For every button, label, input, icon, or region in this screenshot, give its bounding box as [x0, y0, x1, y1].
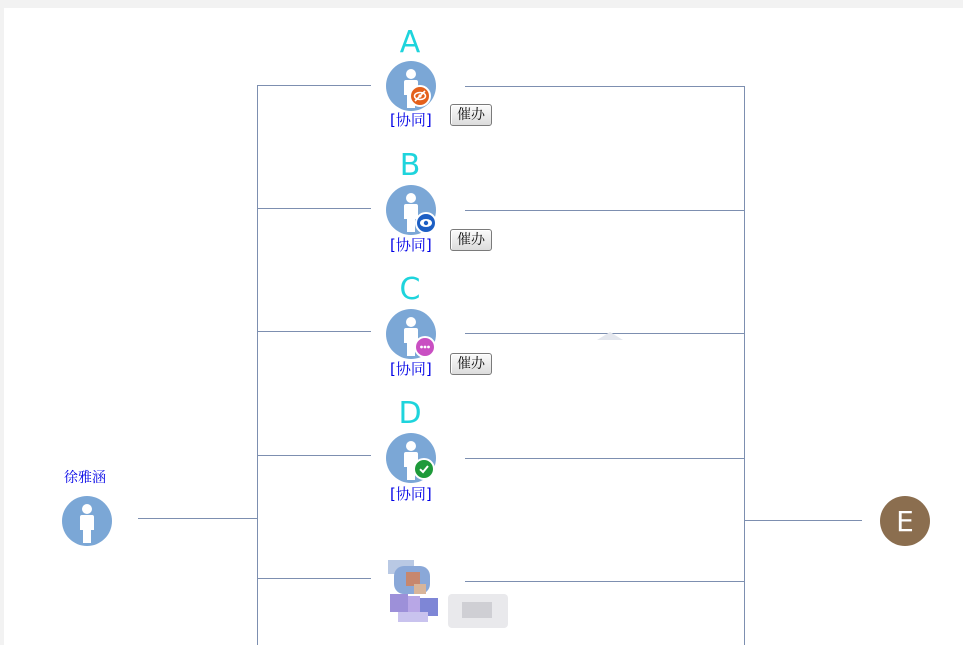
obscured-branch-node	[386, 556, 511, 631]
person-icon	[62, 496, 112, 546]
branch-d-letter: D	[398, 396, 422, 431]
start-node-name[interactable]: 徐雅涵	[64, 470, 106, 486]
branch-d-tag[interactable]: [协同]	[390, 485, 432, 503]
connector-end	[744, 520, 862, 521]
branch-b-urge-button[interactable]: 催办	[450, 229, 492, 251]
connector-d-left	[257, 455, 371, 456]
branch-c-tag[interactable]: [协同]	[390, 360, 432, 378]
connector-c-left	[257, 331, 371, 332]
start-node-avatar[interactable]	[62, 496, 112, 546]
branch-a-tag[interactable]: [协同]	[390, 111, 432, 129]
connector-e-left	[257, 578, 371, 579]
eye-slash-icon	[409, 85, 431, 107]
check-icon	[413, 458, 435, 480]
branch-a-letter: A	[399, 25, 421, 60]
connector-a-right	[465, 86, 745, 87]
eye-icon	[415, 212, 437, 234]
branch-a-urge-button[interactable]: 催办	[450, 104, 492, 126]
more-icon	[414, 336, 436, 358]
branch-c-urge-button[interactable]: 催办	[450, 353, 492, 375]
connector-a-left	[257, 85, 371, 86]
branch-b-letter: B	[399, 148, 421, 183]
end-node[interactable]: E	[880, 496, 930, 546]
connector-d-right	[465, 458, 745, 459]
connector-b-right	[465, 210, 745, 211]
connector-b-left	[257, 208, 371, 209]
connector-start	[138, 518, 258, 519]
connector-left-rail	[257, 85, 258, 645]
branch-c-letter: C	[399, 272, 421, 307]
branch-b-tag[interactable]: [协同]	[390, 236, 432, 254]
connector-right-rail	[744, 86, 745, 645]
collapse-arrow-icon[interactable]	[597, 332, 623, 340]
